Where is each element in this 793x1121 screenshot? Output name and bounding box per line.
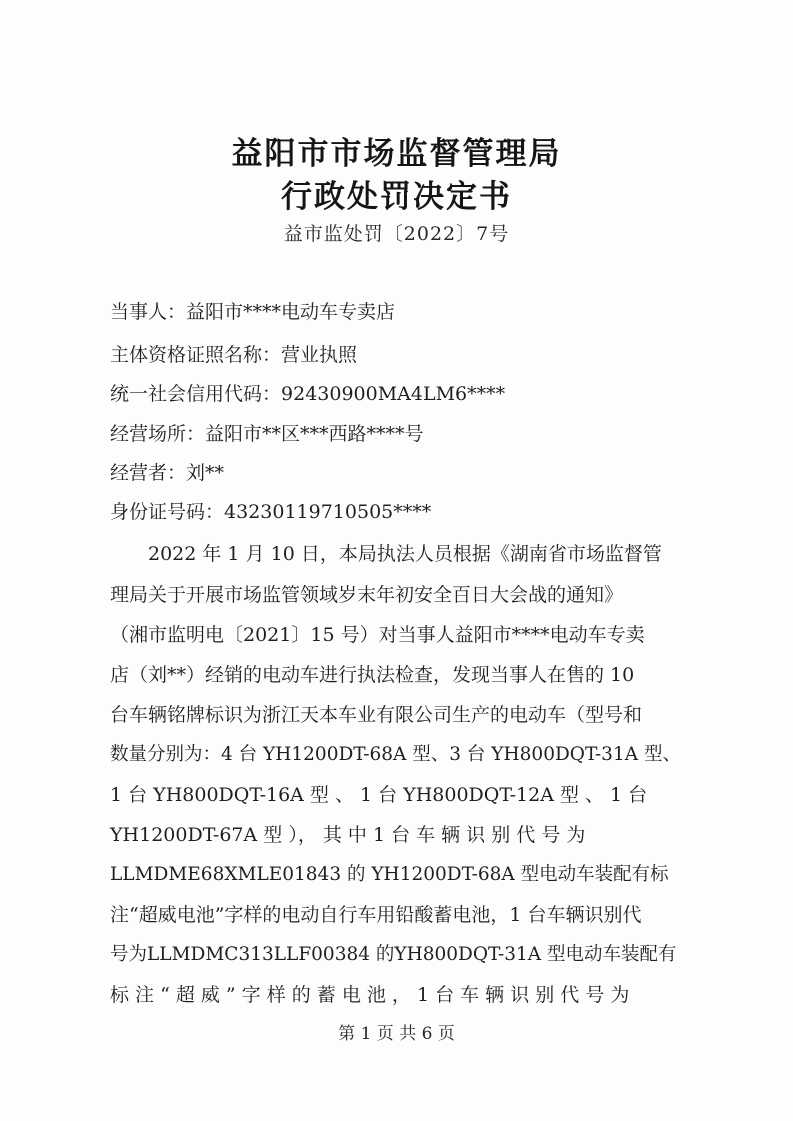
business-address-field [110,419,424,446]
field-label: 当事人： [110,301,187,323]
field-label: 经营场所： [110,423,206,445]
body-line: 理局关于开展市场监管领域岁末年初安全百日大会战的通知》 [110,584,624,606]
body-line: 标 注 “ 超 威 ” 字 样 的 蓄 电 池 ， 1 台 车 辆 识 别 代 号 为 [110,984,630,1006]
id-number-field [110,497,431,524]
body-line: 数量分别为：4 台 YH1200DT-68A 型、3 台 YH800DQT-31A 型、 [110,744,681,765]
field-value: 营业执照 [281,344,358,366]
body-line: LLMDME68XMLE01843 的 YH1200DT-68A 型电动车装配有标 [110,864,669,885]
field-label: 身份证号码： [110,501,225,523]
credit-code-field [110,379,505,406]
party-field [110,297,395,324]
field-value: 益阳市****电动车专卖店 [186,301,396,323]
operator-field [110,458,224,485]
field-label: 统一社会信用代码： [110,383,282,405]
field-value: 刘** [186,462,225,484]
page-number: 第 1 页 共 6 页 [338,1024,455,1044]
document-title: 行政处罚决定书 [281,179,512,215]
field-value: 92430900MA4LM6**** [281,383,506,405]
document-number: 益市监处罚〔2022〕7号 [283,223,510,245]
field-value: 益阳市**区***西路****号 [205,423,424,445]
field-value: 43230119710505**** [224,501,432,523]
license-name-field [110,340,357,367]
field-label: 经营者： [110,462,187,484]
body-line: 台车辆铭牌标识为浙江天本车业有限公司生产的电动车（型号和 [110,704,643,726]
authority-title: 益阳市市场监督管理局 [231,136,562,172]
body-line: 1 台 YH800DQT-16A 型 、 1 台 YH800DQT-12A 型 、 1 台 [110,784,648,806]
field-label: 主体资格证照名称： [110,344,282,366]
body-line: （湘市监明电〔2021〕15 号）对当事人益阳市****电动车专卖 [110,624,645,646]
body-line: 店（刘**）经销的电动车进行执法检查，发现当事人在售的 10 [110,664,635,686]
body-line: YH1200DT-67A 型 ）， 其 中 1 台 车 辆 识 别 代 号 为 [110,824,586,846]
body-line: 2022 年 1 月 10 日，本局执法人员根据《湖南省市场监督管 [148,543,662,565]
body-line: 注“超威电池”字样的电动自行车用铅酸蓄电池，1 台车辆识别代 [110,904,642,926]
body-line: 号为LLMDMC313LLF00384 的YH800DQT-31A 型电动车装配有 [110,944,677,965]
